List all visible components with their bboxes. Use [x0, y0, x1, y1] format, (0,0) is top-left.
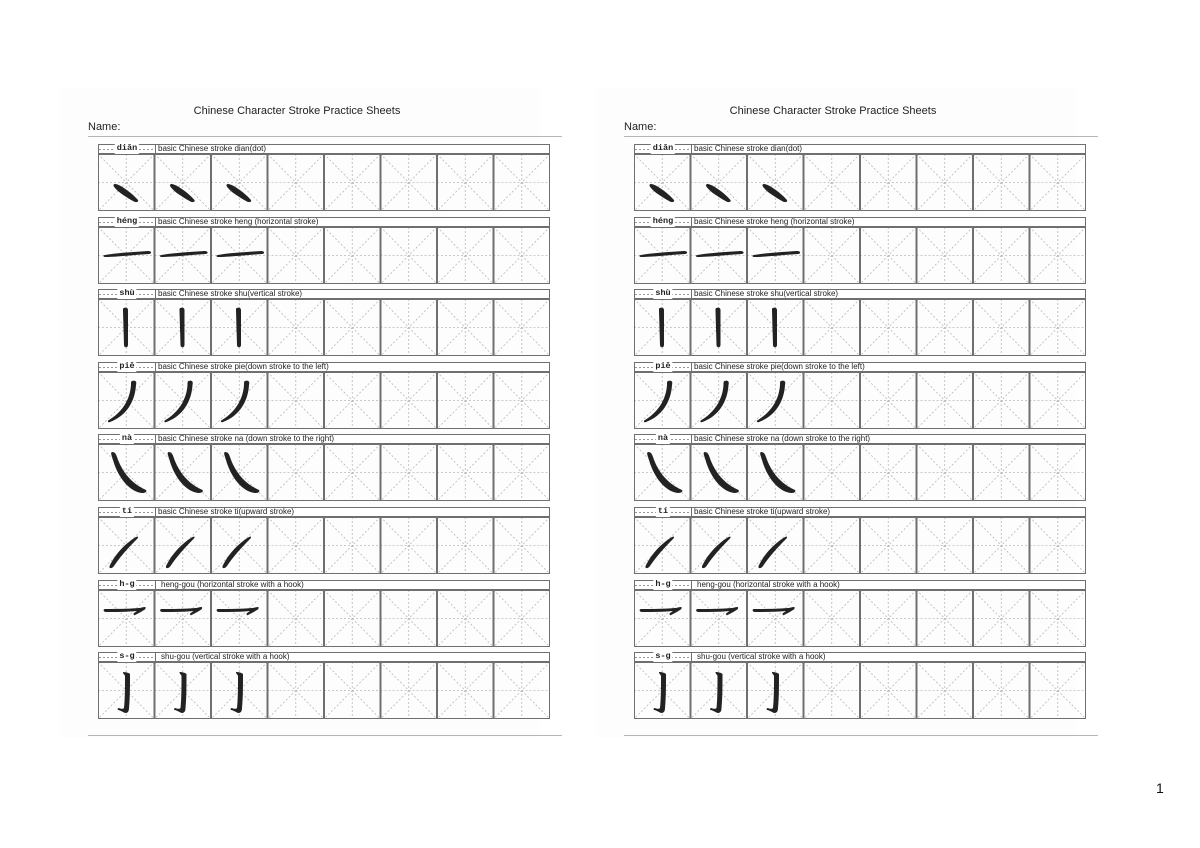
practice-cell[interactable]	[494, 517, 551, 574]
sample-cell	[211, 662, 268, 719]
practice-sheet	[596, 88, 1076, 738]
practice-cell[interactable]	[860, 154, 917, 211]
pinyin-label: h-g	[655, 578, 671, 589]
pinyin-box	[99, 435, 156, 443]
practice-cell[interactable]	[973, 517, 1030, 574]
sample-cell	[98, 517, 155, 574]
practice-cell[interactable]	[324, 227, 381, 284]
sample-cell	[634, 372, 691, 429]
practice-cell[interactable]	[1030, 154, 1087, 211]
sample-cell	[98, 662, 155, 719]
pinyin-label: piě	[119, 360, 135, 371]
pie-stroke-sample	[164, 380, 192, 422]
practice-cell[interactable]	[381, 517, 438, 574]
sample-cell	[634, 517, 691, 574]
practice-cell[interactable]	[494, 662, 551, 719]
sample-cell	[155, 590, 212, 647]
sample-cell	[98, 590, 155, 647]
sample-cell	[634, 662, 691, 719]
dian-stroke-sample	[706, 184, 731, 202]
practice-cell[interactable]	[1030, 227, 1087, 284]
sample-cell	[211, 154, 268, 211]
sample-cell	[747, 590, 804, 647]
practice-sheet	[60, 88, 540, 738]
practice-cell[interactable]	[324, 517, 381, 574]
row-header	[634, 217, 1086, 227]
sheet-title: Chinese Character Stroke Practice Sheets	[193, 105, 401, 117]
stroke-description: basic Chinese stroke na (down stroke to the right)	[694, 434, 871, 444]
practice-cell[interactable]	[381, 590, 438, 647]
practice-cell[interactable]	[268, 444, 325, 501]
pie-stroke-sample	[644, 380, 672, 422]
practice-cell[interactable]	[437, 372, 494, 429]
pinyin-box	[99, 653, 156, 661]
practice-cell[interactable]	[437, 227, 494, 284]
practice-grid	[634, 227, 1086, 284]
practice-grid	[634, 372, 1086, 429]
practice-cell[interactable]	[268, 154, 325, 211]
practice-cell[interactable]	[860, 444, 917, 501]
practice-cell[interactable]	[1030, 590, 1087, 647]
practice-grid	[98, 154, 550, 211]
practice-grid	[98, 662, 550, 719]
shu-stroke-sample	[772, 308, 777, 348]
row-header	[634, 289, 1086, 299]
practice-cell[interactable]	[917, 299, 974, 356]
na-stroke-sample	[704, 452, 739, 493]
practice-cell[interactable]	[437, 590, 494, 647]
pinyin-box	[99, 578, 156, 589]
row-header	[98, 362, 550, 372]
stroke-row	[98, 580, 550, 648]
shugou-stroke-sample	[231, 672, 243, 713]
practice-cell[interactable]	[381, 444, 438, 501]
practice-cell[interactable]	[860, 590, 917, 647]
na-stroke-sample	[224, 452, 259, 493]
sample-cell	[747, 444, 804, 501]
row-header	[634, 144, 1086, 154]
practice-cell[interactable]	[1030, 662, 1087, 719]
pinyin-label: nà	[121, 433, 133, 444]
sample-cell	[155, 517, 212, 574]
dian-stroke-sample	[170, 184, 195, 202]
stroke-row	[98, 507, 550, 575]
pie-stroke-sample	[221, 380, 249, 422]
practice-cell[interactable]	[917, 590, 974, 647]
practice-cell[interactable]	[381, 299, 438, 356]
practice-cell[interactable]	[268, 299, 325, 356]
pinyin-box	[635, 578, 692, 589]
pinyin-label: shù	[119, 288, 135, 299]
sample-cell	[155, 299, 212, 356]
ti-stroke-sample	[702, 537, 731, 569]
ti-stroke-sample	[166, 537, 195, 569]
pie-stroke-sample	[757, 380, 785, 422]
stroke-row	[634, 434, 1086, 502]
name-line	[88, 136, 562, 137]
shugou-stroke-sample	[767, 672, 779, 713]
pinyin-box	[99, 360, 156, 371]
stroke-description: basic Chinese stroke heng (horizontal stroke)	[694, 216, 855, 226]
pinyin-label: shù	[655, 288, 671, 299]
row-header	[634, 507, 1086, 517]
practice-cell[interactable]	[804, 444, 861, 501]
row-header	[98, 434, 550, 444]
sample-cell	[691, 154, 748, 211]
practice-cell[interactable]	[324, 299, 381, 356]
stroke-description: basic Chinese stroke shu(vertical stroke)	[158, 289, 303, 299]
practice-cell[interactable]	[917, 444, 974, 501]
na-stroke-sample	[111, 452, 146, 493]
stroke-description: basic Chinese stroke heng (horizontal stroke)	[158, 216, 319, 226]
dian-stroke-sample	[114, 184, 139, 202]
henggou-stroke-sample	[160, 607, 202, 615]
practice-cell[interactable]	[437, 517, 494, 574]
stroke-row	[634, 289, 1086, 357]
practice-cell[interactable]	[860, 517, 917, 574]
practice-cell[interactable]	[381, 227, 438, 284]
practice-cell[interactable]	[973, 372, 1030, 429]
practice-cell[interactable]	[324, 444, 381, 501]
sample-cell	[211, 590, 268, 647]
henggou-stroke-sample	[217, 607, 259, 615]
practice-cell[interactable]	[324, 372, 381, 429]
pinyin-box	[99, 508, 156, 516]
practice-cell[interactable]	[804, 299, 861, 356]
pie-stroke-sample	[108, 380, 136, 422]
footer-line	[624, 735, 1098, 736]
stroke-row	[98, 289, 550, 357]
practice-grid	[634, 444, 1086, 501]
practice-cell[interactable]	[268, 517, 325, 574]
pinyin-box	[635, 215, 692, 226]
shu-stroke-sample	[716, 308, 721, 348]
row-header	[98, 289, 550, 299]
practice-cell[interactable]	[1030, 444, 1087, 501]
henggou-stroke-sample	[640, 607, 682, 615]
row-header	[98, 652, 550, 662]
dian-stroke-sample	[227, 184, 252, 202]
practice-cell[interactable]	[860, 372, 917, 429]
pinyin-label: diǎn	[116, 143, 138, 153]
stroke-description: shu-gou (vertical stroke with a hook)	[161, 652, 290, 662]
stroke-description: heng-gou (horizontal stroke with a hook)	[161, 579, 304, 589]
practice-cell[interactable]	[804, 517, 861, 574]
sample-cell	[634, 590, 691, 647]
practice-cell[interactable]	[381, 662, 438, 719]
stroke-description: basic Chinese stroke shu(vertical stroke)	[694, 289, 839, 299]
practice-cell[interactable]	[268, 372, 325, 429]
stroke-row	[98, 652, 550, 720]
practice-grid	[98, 444, 550, 501]
stroke-description: basic Chinese stroke pie(down stroke to the left)	[694, 361, 865, 371]
practice-cell[interactable]	[494, 590, 551, 647]
sample-cell	[155, 372, 212, 429]
pinyin-label: s-g	[655, 651, 671, 662]
stroke-row	[98, 434, 550, 502]
practice-cell[interactable]	[268, 662, 325, 719]
row-header	[634, 580, 1086, 590]
practice-cell[interactable]	[917, 662, 974, 719]
na-stroke-sample	[647, 452, 682, 493]
shu-stroke-sample	[123, 308, 128, 348]
sample-cell	[691, 372, 748, 429]
sample-cell	[747, 299, 804, 356]
stroke-row	[98, 362, 550, 430]
sample-cell	[155, 227, 212, 284]
na-stroke-sample	[168, 452, 203, 493]
sample-cell	[747, 372, 804, 429]
sample-cell	[691, 590, 748, 647]
stroke-row	[98, 144, 550, 212]
dian-stroke-sample	[650, 184, 675, 202]
stroke-description: basic Chinese stroke ti(upward stroke)	[694, 507, 831, 516]
shugou-stroke-sample	[174, 672, 186, 713]
row-header	[634, 434, 1086, 444]
sample-cell	[98, 227, 155, 284]
row-header	[634, 652, 1086, 662]
practice-cell[interactable]	[494, 444, 551, 501]
practice-cell[interactable]	[494, 372, 551, 429]
sample-cell	[691, 444, 748, 501]
stroke-row	[634, 580, 1086, 648]
practice-cell[interactable]	[494, 154, 551, 211]
ti-stroke-sample	[645, 537, 674, 569]
pinyin-box	[635, 145, 692, 153]
practice-cell[interactable]	[860, 299, 917, 356]
pinyin-box	[99, 215, 156, 226]
sample-cell	[155, 662, 212, 719]
sample-cell	[98, 299, 155, 356]
pinyin-label: tí	[657, 506, 669, 516]
practice-cell[interactable]	[804, 154, 861, 211]
name-line	[624, 136, 1098, 137]
sample-cell	[634, 227, 691, 284]
pinyin-box	[99, 290, 156, 298]
sample-cell	[691, 227, 748, 284]
practice-cell[interactable]	[324, 590, 381, 647]
henggou-stroke-sample	[696, 607, 738, 615]
pinyin-box	[635, 360, 692, 371]
footer-line	[88, 735, 562, 736]
practice-cell[interactable]	[268, 590, 325, 647]
practice-cell[interactable]	[973, 154, 1030, 211]
shu-stroke-sample	[236, 308, 241, 348]
sample-cell	[155, 154, 212, 211]
pinyin-label: h-g	[119, 578, 135, 589]
sample-cell	[634, 444, 691, 501]
practice-grid	[634, 590, 1086, 647]
sample-cell	[634, 154, 691, 211]
practice-cell[interactable]	[324, 662, 381, 719]
practice-cell[interactable]	[437, 662, 494, 719]
practice-cell[interactable]	[860, 227, 917, 284]
sample-cell	[211, 372, 268, 429]
pinyin-box	[635, 290, 692, 298]
na-stroke-sample	[760, 452, 795, 493]
practice-grid	[98, 299, 550, 356]
pie-stroke-sample	[700, 380, 728, 422]
practice-grid	[634, 154, 1086, 211]
stroke-row	[98, 217, 550, 285]
practice-cell[interactable]	[437, 154, 494, 211]
stroke-description: basic Chinese stroke na (down stroke to the right)	[158, 434, 335, 444]
row-header	[634, 362, 1086, 372]
practice-grid	[634, 517, 1086, 574]
practice-cell[interactable]	[973, 299, 1030, 356]
sample-cell	[747, 662, 804, 719]
sample-cell	[155, 444, 212, 501]
shugou-stroke-sample	[654, 672, 666, 713]
stroke-description: heng-gou (horizontal stroke with a hook)	[697, 579, 840, 589]
pinyin-label: héng	[652, 215, 674, 226]
sample-cell	[691, 517, 748, 574]
practice-cell[interactable]	[324, 154, 381, 211]
stroke-row	[634, 362, 1086, 430]
practice-cell[interactable]	[437, 299, 494, 356]
pinyin-label: nà	[657, 433, 669, 444]
pinyin-box	[635, 508, 692, 516]
stroke-description: basic Chinese stroke dian(dot)	[158, 144, 267, 153]
shugou-stroke-sample	[710, 672, 722, 713]
sample-cell	[98, 372, 155, 429]
sample-cell	[211, 517, 268, 574]
shugou-stroke-sample	[118, 672, 130, 713]
pinyin-label: tí	[121, 506, 133, 516]
henggou-stroke-sample	[753, 607, 795, 615]
sample-cell	[98, 444, 155, 501]
sample-cell	[691, 662, 748, 719]
practice-cell[interactable]	[917, 227, 974, 284]
sample-cell	[211, 299, 268, 356]
stroke-description: shu-gou (vertical stroke with a hook)	[697, 652, 826, 662]
pinyin-box	[99, 145, 156, 153]
stroke-row	[634, 507, 1086, 575]
page-number: 1	[1156, 780, 1164, 796]
shu-stroke-sample	[180, 308, 185, 348]
sample-cell	[98, 154, 155, 211]
sample-cell	[211, 227, 268, 284]
practice-grid	[634, 662, 1086, 719]
pinyin-label: s-g	[119, 651, 135, 662]
stroke-row	[634, 144, 1086, 212]
practice-cell[interactable]	[973, 444, 1030, 501]
stroke-row	[634, 217, 1086, 285]
practice-cell[interactable]	[381, 154, 438, 211]
name-label: Name:	[624, 121, 657, 133]
row-header	[98, 580, 550, 590]
practice-cell[interactable]	[860, 662, 917, 719]
practice-cell[interactable]	[381, 372, 438, 429]
row-header	[98, 144, 550, 154]
practice-cell[interactable]	[494, 227, 551, 284]
pinyin-box	[635, 653, 692, 661]
ti-stroke-sample	[222, 537, 251, 569]
practice-cell[interactable]	[917, 517, 974, 574]
practice-cell[interactable]	[494, 299, 551, 356]
pinyin-box	[635, 435, 692, 443]
row-header	[98, 217, 550, 227]
ti-stroke-sample	[109, 537, 138, 569]
practice-cell[interactable]	[1030, 299, 1087, 356]
sample-cell	[747, 517, 804, 574]
practice-grid	[98, 227, 550, 284]
pinyin-label: diǎn	[652, 143, 674, 153]
sample-cell	[691, 299, 748, 356]
practice-cell[interactable]	[973, 590, 1030, 647]
sample-cell	[211, 444, 268, 501]
stroke-description: basic Chinese stroke ti(upward stroke)	[158, 507, 295, 516]
pinyin-label: héng	[116, 215, 138, 226]
practice-cell[interactable]	[1030, 517, 1087, 574]
row-header	[98, 507, 550, 517]
practice-cell[interactable]	[973, 662, 1030, 719]
practice-cell[interactable]	[1030, 372, 1087, 429]
practice-cell[interactable]	[804, 372, 861, 429]
stroke-description: basic Chinese stroke dian(dot)	[694, 144, 803, 153]
practice-grid	[98, 590, 550, 647]
sheet-title: Chinese Character Stroke Practice Sheets	[729, 105, 937, 117]
practice-cell[interactable]	[804, 590, 861, 647]
practice-grid	[634, 299, 1086, 356]
stroke-description: basic Chinese stroke pie(down stroke to the left)	[158, 361, 329, 371]
practice-grid	[98, 372, 550, 429]
sample-cell	[747, 227, 804, 284]
practice-grid	[98, 517, 550, 574]
practice-cell[interactable]	[973, 227, 1030, 284]
stroke-row	[634, 652, 1086, 720]
name-label: Name:	[88, 121, 121, 133]
shu-stroke-sample	[659, 308, 664, 348]
practice-cell[interactable]	[804, 662, 861, 719]
practice-cell[interactable]	[917, 154, 974, 211]
practice-cell[interactable]	[804, 227, 861, 284]
practice-cell[interactable]	[437, 444, 494, 501]
dian-stroke-sample	[763, 184, 788, 202]
ti-stroke-sample	[758, 537, 787, 569]
henggou-stroke-sample	[104, 607, 146, 615]
practice-cell[interactable]	[917, 372, 974, 429]
sample-cell	[747, 154, 804, 211]
practice-cell[interactable]	[268, 227, 325, 284]
sample-cell	[634, 299, 691, 356]
pinyin-label: piě	[655, 360, 671, 371]
